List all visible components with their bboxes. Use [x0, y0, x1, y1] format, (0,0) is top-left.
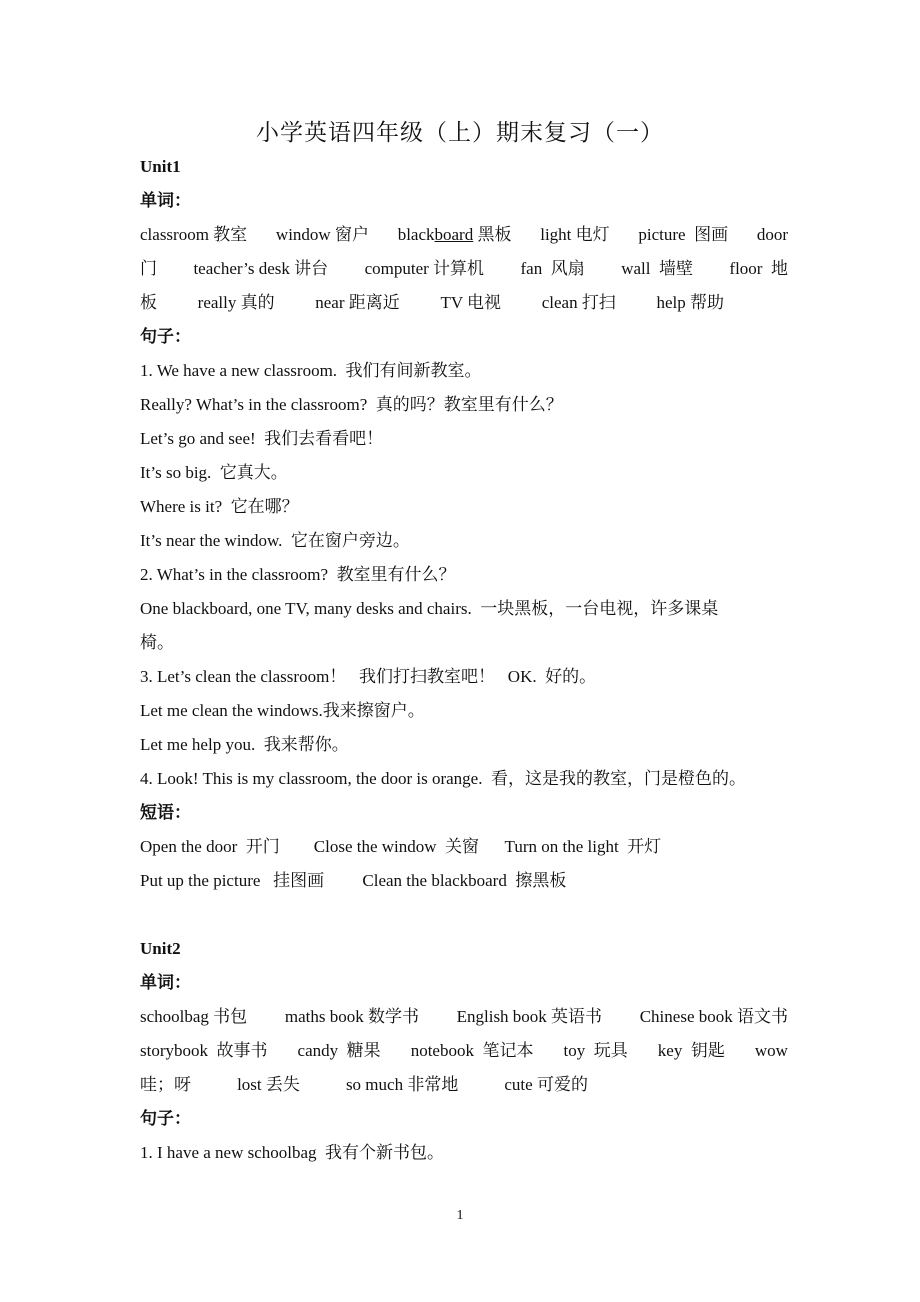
sentence-line: It’s so big. 它真大。: [140, 463, 288, 482]
word-item: storybook 故事书: [140, 1041, 268, 1060]
word-item: light 电灯: [540, 225, 610, 244]
word-item: classroom 教室: [140, 225, 248, 244]
sentence-line: 椅。: [140, 633, 174, 652]
word-item: cute 可爱的: [504, 1075, 588, 1094]
unit1-words-label: 单词：: [140, 191, 191, 210]
phrase-item: Put up the picture 挂图画: [140, 871, 325, 890]
word-item: wow: [754, 1041, 788, 1060]
word-item: schoolbag 书包: [140, 1007, 248, 1026]
word-item: [398, 224, 512, 246]
unit2-words-label: 单词：: [140, 973, 191, 992]
phrases-line: [140, 836, 661, 858]
sentence-line: 3. Let’s clean the classroom！ 我们打扫教室吧！ OK. 好的。: [140, 667, 597, 686]
word-item: clean 打扫: [541, 293, 616, 312]
word-underlined-part: board: [434, 225, 474, 244]
page-title: 小学英语四年级（上）期末复习（一）: [256, 120, 664, 145]
word-item: near 距离近: [315, 293, 400, 312]
unit2-words-line3: [140, 1074, 588, 1096]
sentence-line: Let me help you. 我来帮你。: [140, 735, 349, 754]
word-item: picture 图画: [638, 225, 729, 244]
sentence-line: Really? What’s in the classroom? 真的吗？教室里有什么？: [140, 395, 563, 414]
phrase-item: Turn on the light 开灯: [504, 837, 662, 856]
word-item: teacher’s desk 讲台: [193, 259, 329, 278]
word-item: floor 地: [729, 259, 788, 278]
word-item: computer 计算机: [364, 259, 485, 278]
word-part: black: [397, 225, 435, 244]
sentence-line: Let me clean the windows.我来擦窗户。: [140, 701, 425, 720]
unit2-words-line1: [140, 1006, 788, 1028]
unit1-words-line1: [140, 224, 788, 246]
word-item: 门: [140, 259, 157, 278]
word-item: 板: [140, 293, 157, 312]
phrase-item: Open the door 开门: [140, 837, 280, 856]
sentence-line: Let’s go and see! 我们去看看吧！: [140, 429, 384, 448]
word-item: help 帮助: [656, 293, 724, 312]
page-number: 1: [456, 1208, 464, 1223]
sentence-line: One blackboard, one TV, many desks and chairs. 一块黑板，一台电视，许多课桌: [140, 599, 719, 618]
sentence-line: 4. Look! This is my classroom, the door is orange. 看，这是我的教室，门是橙色的。: [140, 769, 746, 788]
sentence-line: 2. What’s in the classroom? 教室里有什么？: [140, 565, 456, 584]
word-item: Chinese book 语文书: [639, 1007, 788, 1026]
word-item: lost 丢失: [237, 1075, 300, 1094]
unit1-phrases-label: 短语：: [140, 803, 191, 822]
sentence-line: 1. We have a new classroom. 我们有间新教室。: [140, 361, 482, 380]
phrase-item: Close the window 关窗: [313, 837, 480, 856]
unit1-words-line3: [140, 292, 724, 314]
word-item: so much 非常地: [345, 1075, 459, 1094]
word-item: 哇；呀: [140, 1075, 191, 1094]
unit2-sentences-label: 句子：: [140, 1109, 191, 1128]
sentence-line: 1. I have a new schoolbag 我有个新书包。: [140, 1143, 445, 1162]
word-item: key 钥匙: [657, 1041, 725, 1060]
word-item: window 窗户: [275, 225, 369, 244]
word-item: TV 电视: [440, 293, 502, 312]
word-item: English book 英语书: [456, 1007, 603, 1026]
phrase-item: Clean the blackboard 擦黑板: [362, 871, 567, 890]
word-item: maths book 数学书: [284, 1007, 419, 1026]
unit2-words-line2: [140, 1040, 788, 1062]
word-item: wall 墙壁: [621, 259, 693, 278]
unit2-heading: Unit2: [140, 939, 181, 958]
unit1-sentences-label: 句子：: [140, 327, 191, 346]
sentence-line: It’s near the window. 它在窗户旁边。: [140, 531, 410, 550]
word-item: toy 玩具: [563, 1041, 628, 1060]
unit1-words-line2: [140, 258, 788, 280]
word-item: fan 风扇: [520, 259, 585, 278]
word-item: notebook 笔记本: [410, 1041, 534, 1060]
sentence-line: Where is it? 它在哪？: [140, 497, 299, 516]
word-item: really 真的: [197, 293, 275, 312]
word-item: candy 糖果: [297, 1041, 381, 1060]
phrases-line: [140, 870, 566, 892]
word-part: 黑板: [473, 225, 512, 244]
unit1-heading: Unit1: [140, 157, 181, 176]
word-item: door: [756, 225, 788, 244]
